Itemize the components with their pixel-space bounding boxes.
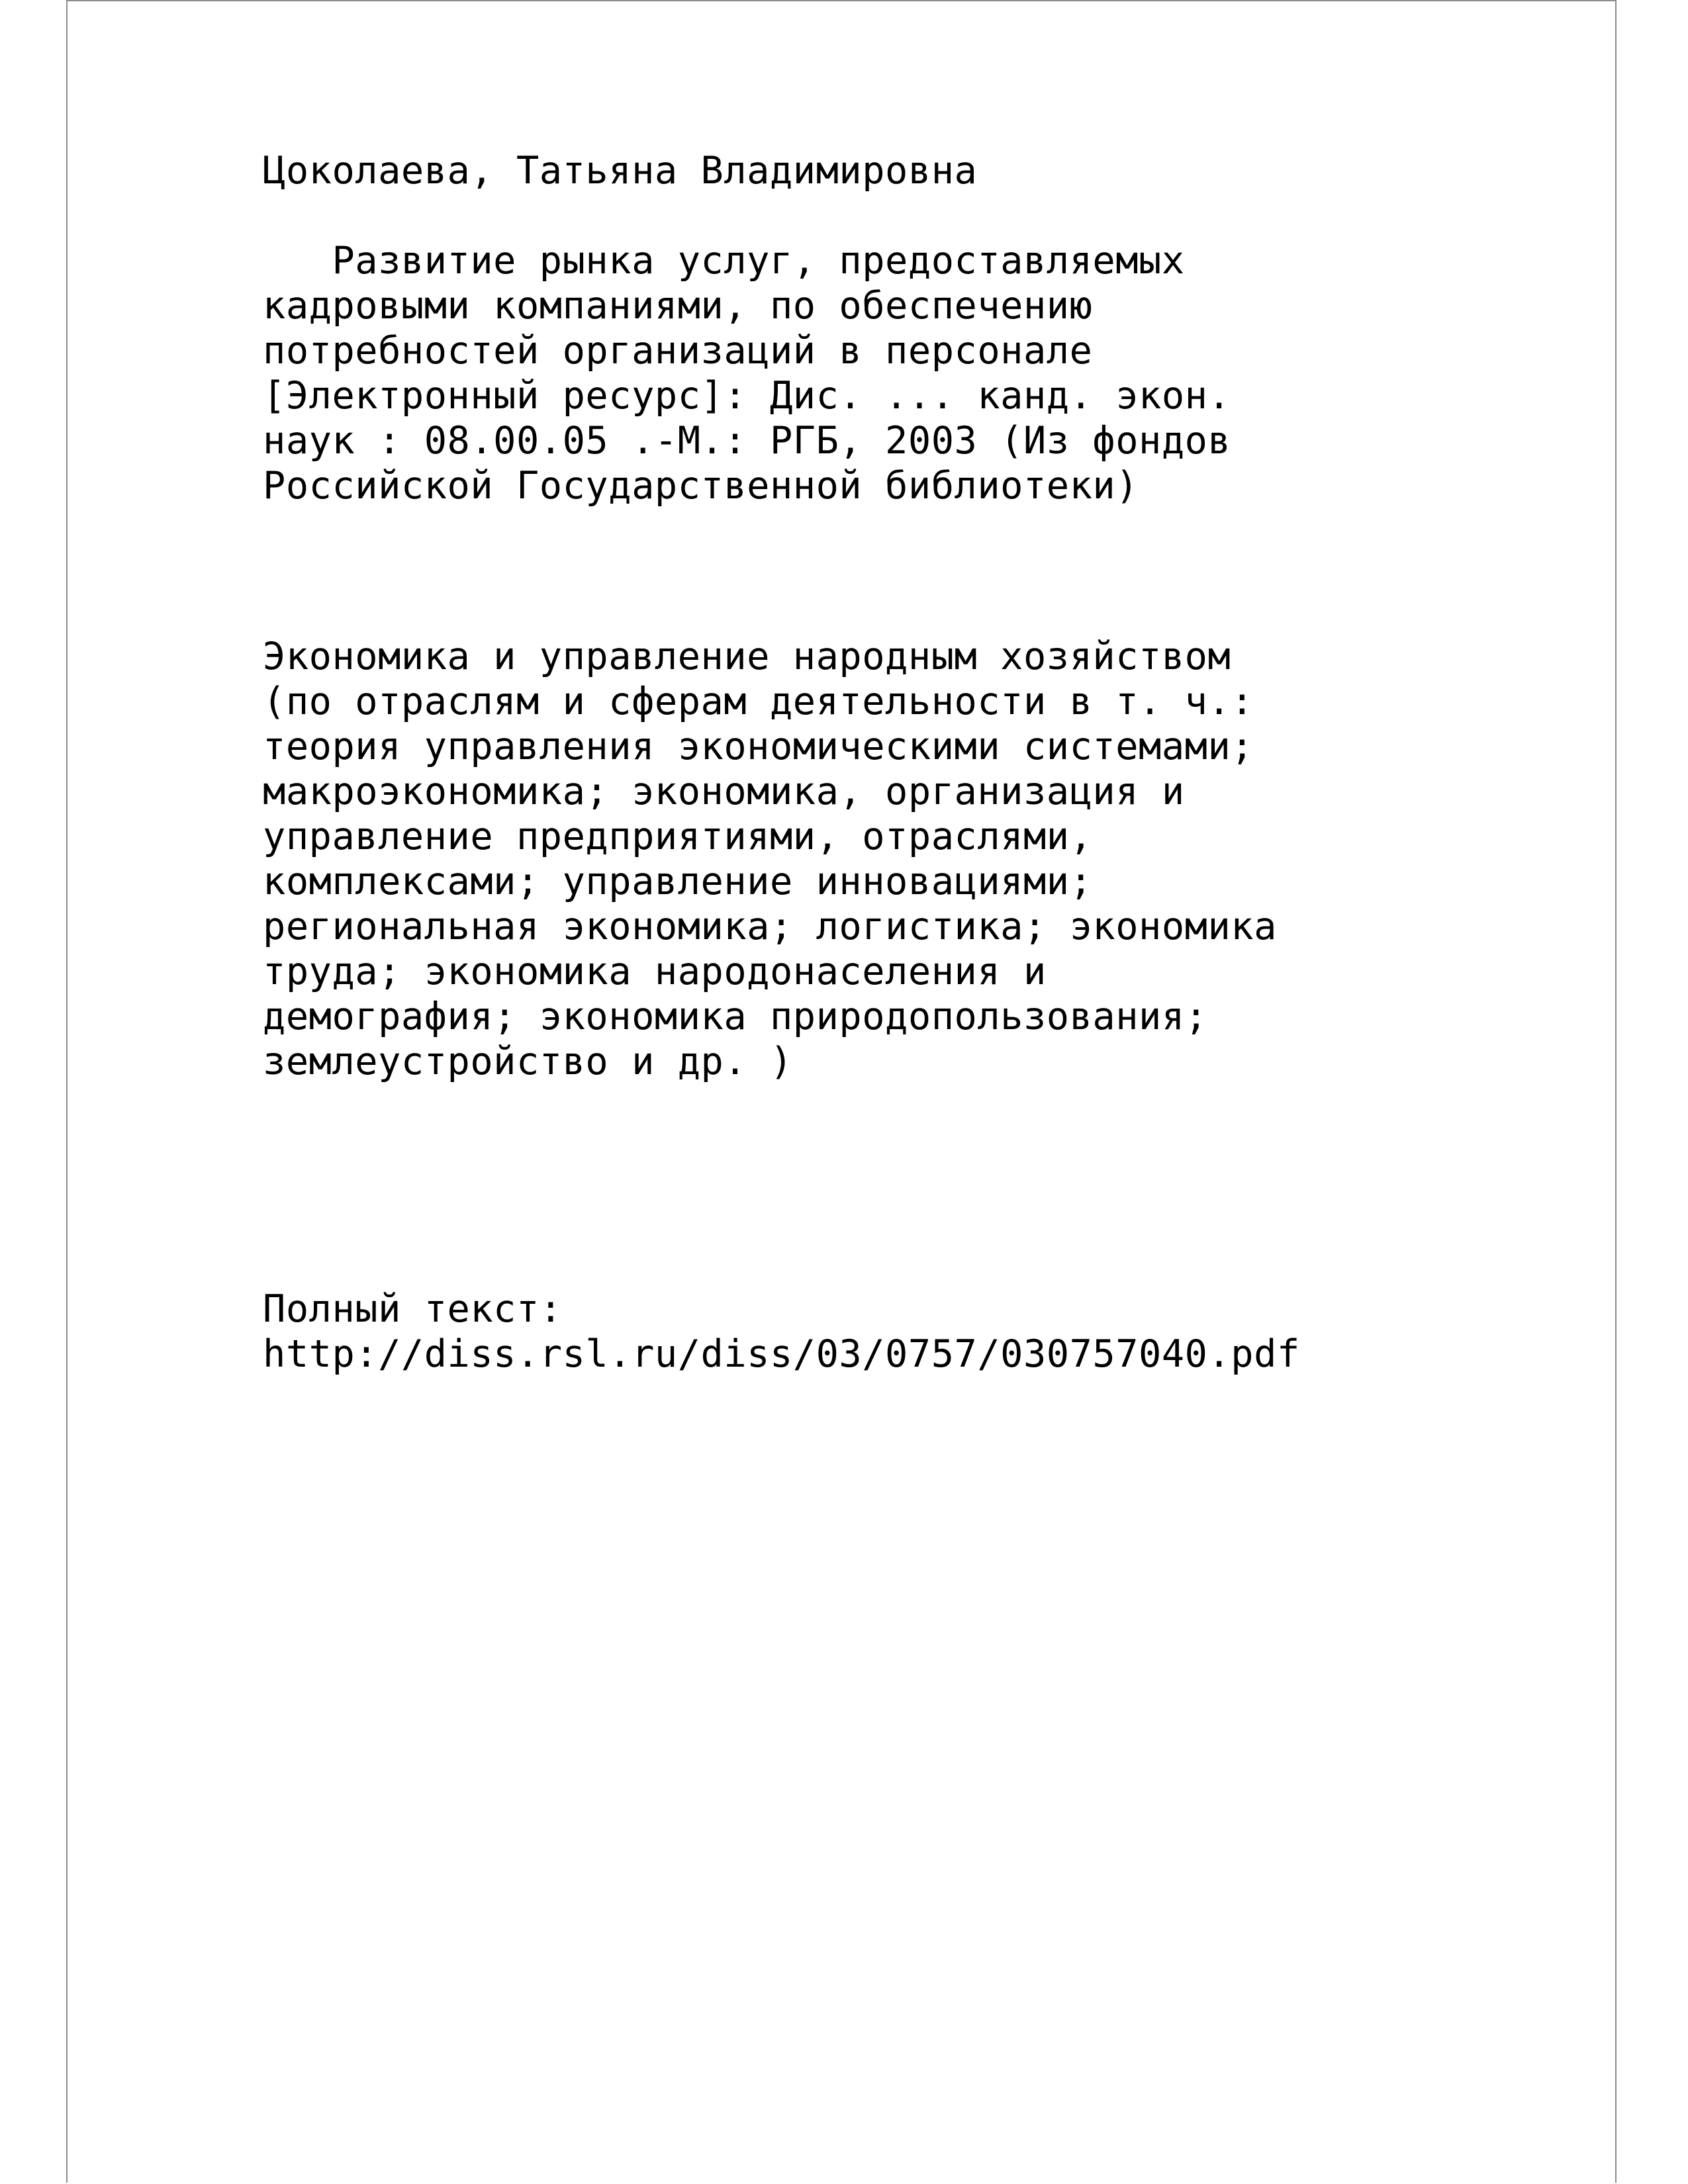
fulltext-link[interactable]: http://diss.rsl.ru/diss/03/0757/030757040.pdf — [263, 1332, 1300, 1376]
title-line: Российской Государственной библиотеки) — [263, 464, 1139, 508]
specialty-line: теория управления экономическими системами; — [263, 725, 1254, 768]
specialty-line: (по отраслям и сферам деятельности в т. ч.: — [263, 680, 1254, 723]
specialty-description — [263, 634, 1277, 1084]
specialty-line: управление предприятиями, отраслями, — [263, 815, 1093, 858]
specialty-line: труда; экономика народонаселения и — [263, 950, 1047, 993]
fulltext-label: Полный текст: — [263, 1287, 563, 1331]
title-line: [Электронный ресурс]: Дис. ... канд. экон. — [263, 374, 1231, 418]
specialty-line: комплексами; управление инновациями; — [263, 860, 1093, 903]
specialty-line: землеустройство и др. ) — [263, 1040, 793, 1083]
specialty-line: региональная экономика; логистика; экономика — [263, 905, 1277, 948]
title-line: наук : 08.00.05 .-М.: РГБ, 2003 (Из фондов — [263, 419, 1231, 463]
specialty-line: макроэкономика; экономика, организация и — [263, 770, 1185, 813]
author-name: Цоколаева, Татьяна Владимировна — [263, 149, 978, 193]
title-line: Развитие рынка услуг, предоставляемых — [263, 239, 1185, 283]
title-line: кадровыми компаниями, по обеспечению — [263, 284, 1093, 328]
specialty-line: демография; экономика природопользования; — [263, 995, 1208, 1038]
dissertation-title — [263, 238, 1231, 508]
specialty-line: Экономика и управление народным хозяйством — [263, 635, 1231, 678]
title-line: потребностей организаций в персонале — [263, 329, 1093, 373]
document-page — [66, 0, 1617, 2183]
